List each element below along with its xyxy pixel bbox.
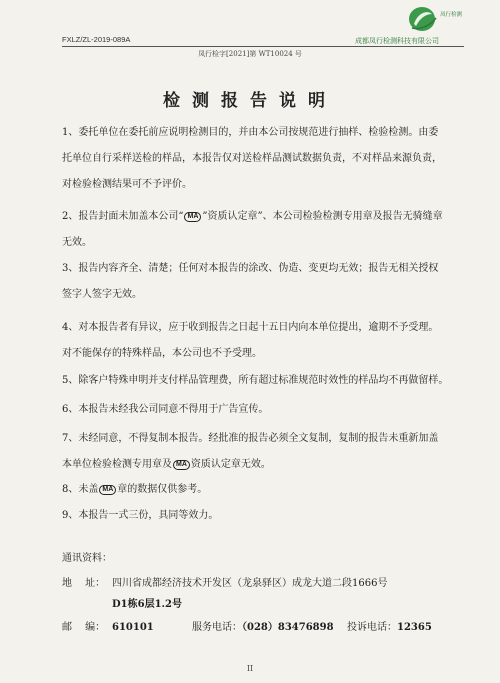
note-text: 8、未盖 [62, 484, 99, 495]
cma-mark: MA [184, 212, 201, 222]
header-divider [62, 46, 464, 47]
note-line: 3、报告内容齐全、清楚；任何对本报告的涂改、伪造、变更均无效；报告无相关授权 [62, 263, 439, 274]
cma-mark: MA [173, 460, 190, 470]
note-8 [62, 484, 462, 510]
note-3 [62, 263, 462, 315]
note-line: 对检验检测结果可不予评价。 [62, 179, 192, 190]
report-number: 凤行检字[2021]第 WT10024 号 [198, 50, 302, 58]
postcode-label: 邮 编： [62, 622, 106, 633]
note-6 [62, 404, 462, 430]
note-2 [62, 211, 462, 263]
page-title: 检测报告说明 [163, 91, 337, 111]
note-line: 6、本报告未经我公司同意不得用于广告宣传。 [62, 404, 269, 415]
service-phone-row [192, 618, 334, 633]
note-line: 无效。 [62, 237, 92, 248]
note-text: 资质认定章无效。 [190, 459, 271, 470]
address-line-2: D1栋6层1.2号 [112, 599, 182, 610]
company-name: 成都凤行检测科技有限公司 [355, 37, 439, 45]
note-text: 本单位检验检测专用章及 [62, 459, 172, 470]
note-5 [62, 375, 462, 401]
address-label: 地 址： [62, 578, 106, 589]
note-line: 对不能保存的特殊样品，本公司也不予受理。 [62, 348, 262, 359]
note-line: 5、除客户特殊申明并支付样品管理费，所有超过标准规范时效性的样品均不再做留样。 [62, 375, 449, 386]
note-line: 托单位自行采样送检的样品，本报告仅对送检样品测试数据负责，不对样品来源负责， [62, 153, 442, 164]
note-text: 2、报告封面未加盖本公司“ [62, 211, 184, 222]
note-7 [62, 433, 462, 485]
note-line: 7、未经同意，不得复制本报告。经批准的报告必须全文复制，复制的报告未重新加盖 [62, 433, 439, 444]
document-code: FXLZ/ZL-2019-089A [62, 35, 131, 44]
note-line [62, 484, 462, 510]
note-1 [62, 127, 462, 205]
note-text: 章的数据仅供参考。 [117, 484, 208, 495]
cma-mark: MA [99, 485, 116, 495]
note-line: 9、本报告一式三份，具同等效力。 [62, 510, 219, 521]
note-text: ”资质认定章”、本公司检验检测专用章及报告无骑缝章 [202, 211, 443, 222]
note-9 [62, 510, 462, 536]
service-phone-value: （028）83476898 [242, 622, 334, 633]
contact-heading: 通讯资料： [62, 553, 112, 564]
note-line: 4、对本报告者有异议，应于收到报告之日起十五日内向本单位提出，逾期不予受理。 [62, 322, 439, 333]
note-line [62, 459, 462, 485]
note-line: 签字人签字无效。 [62, 289, 142, 300]
page-number: II [246, 664, 254, 673]
complaint-phone-value: 12365 [397, 622, 432, 633]
note-4 [62, 322, 462, 374]
address-row [62, 574, 387, 589]
complaint-phone-label: 投诉电话： [347, 622, 397, 633]
note-line [62, 211, 462, 237]
postcode-value: 610101 [112, 622, 154, 633]
note-line: 1、委托单位在委托前应说明检测目的，并由本公司按规范进行抽样、检验检测。由委 [62, 127, 439, 138]
address-line-1: 四川省成都经济技术开发区（龙泉驿区）成龙大道二段1666号 [112, 578, 388, 589]
logo-text: 凤行检测 [440, 12, 463, 18]
postcode-row [62, 618, 154, 633]
complaint-phone-row [347, 618, 432, 633]
service-phone-label: 服务电话： [192, 622, 242, 633]
